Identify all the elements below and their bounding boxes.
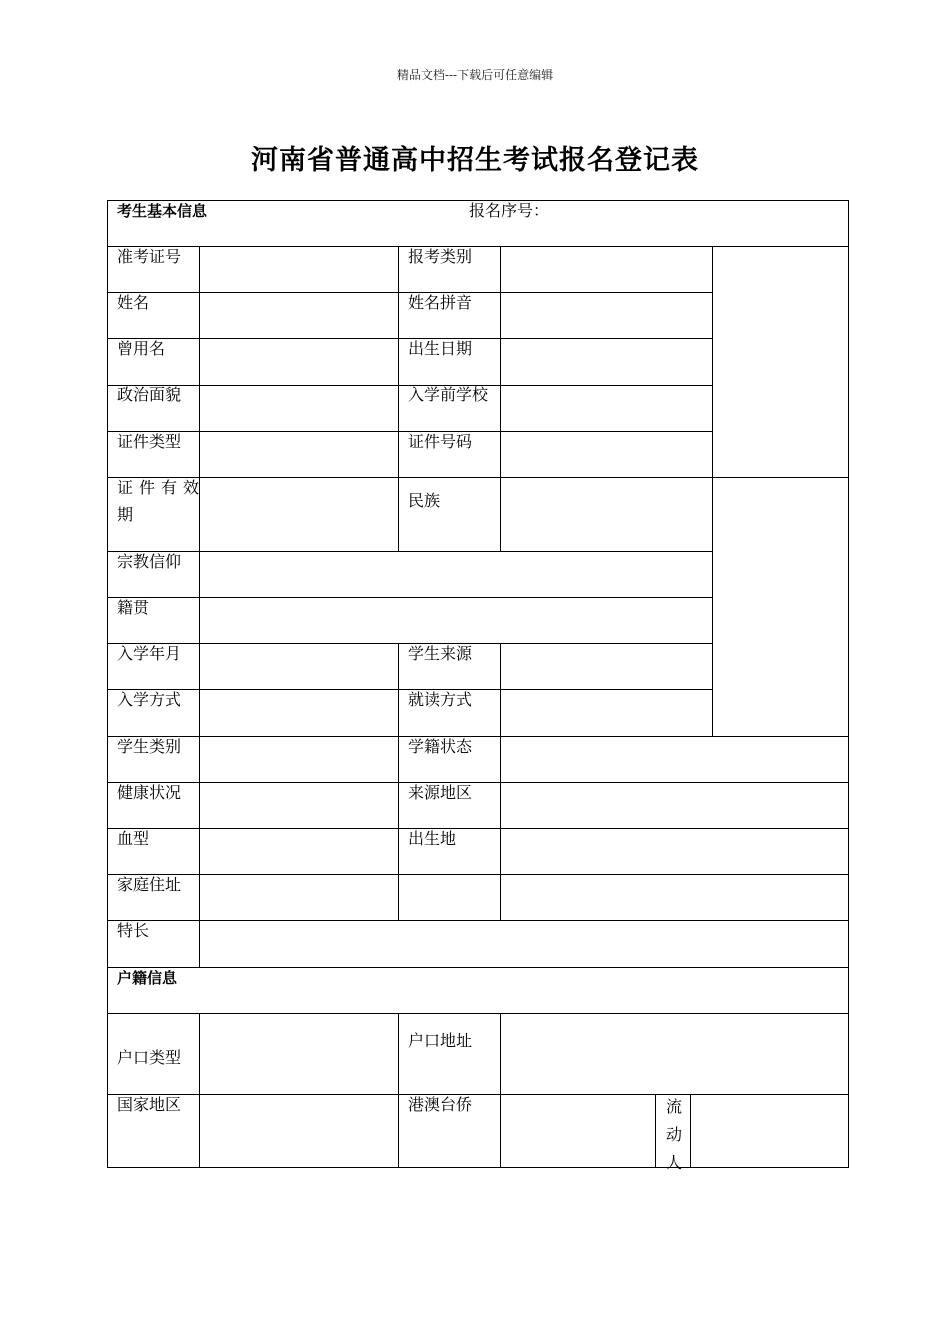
section-household-info: 户籍信息	[117, 969, 178, 987]
label-floating-line1: 流	[665, 1097, 682, 1116]
label-birth-date: 出生日期	[408, 339, 473, 358]
rule	[107, 477, 849, 478]
label-enroll-mode: 入学方式	[117, 690, 182, 709]
rule	[500, 1013, 501, 1168]
rule	[199, 246, 200, 967]
rule	[199, 1013, 200, 1168]
label-floating-line2: 动	[665, 1125, 682, 1144]
label-name-pinyin: 姓名拼音	[408, 293, 473, 312]
rule	[107, 200, 108, 1168]
header-note: 精品文档---下载后可任意编辑	[396, 68, 554, 82]
label-former-name: 曾用名	[117, 339, 166, 358]
label-study-mode: 就读方式	[408, 690, 473, 709]
label-political: 政治面貌	[117, 385, 182, 404]
label-health: 健康状况	[117, 783, 182, 802]
label-ethnicity: 民族	[408, 491, 441, 510]
rule	[500, 246, 501, 551]
rule	[712, 246, 713, 736]
rule	[690, 1094, 691, 1168]
rule	[107, 597, 712, 598]
section-basic-info: 考生基本信息	[117, 202, 208, 220]
rule	[107, 551, 712, 552]
label-specialty: 特长	[117, 921, 150, 940]
label-source-region: 来源地区	[408, 783, 473, 802]
label-native-place: 籍贯	[117, 598, 150, 617]
form-title: 河南省普通高中招生考试报名登记表	[251, 145, 699, 176]
rule	[107, 246, 849, 247]
label-id-valid-line1: 证件有效	[117, 478, 206, 497]
rule	[107, 736, 849, 737]
label-country: 国家地区	[117, 1095, 182, 1114]
label-id-valid-line2: 期	[117, 505, 134, 524]
label-hukou-address: 户口地址	[408, 1031, 473, 1050]
label-blood: 血型	[117, 829, 150, 848]
rule	[398, 643, 399, 921]
label-prev-school: 入学前学校	[408, 385, 489, 404]
rule	[107, 1013, 849, 1014]
rule	[655, 1094, 656, 1168]
rule	[107, 920, 849, 921]
label-enroll-date: 入学年月	[117, 644, 182, 663]
label-student-source: 学生来源	[408, 644, 473, 663]
label-exam-type: 报考类别	[408, 247, 473, 266]
label-name: 姓名	[117, 293, 150, 312]
rule	[398, 1013, 399, 1168]
label-birthplace: 出生地	[408, 829, 457, 848]
label-student-type: 学生类别	[117, 737, 182, 756]
rule	[848, 200, 849, 1168]
rule	[107, 967, 849, 968]
label-exam-no: 准考证号	[117, 247, 182, 266]
serial-number-label: 报名序号：	[469, 201, 550, 220]
label-hk-macau-tw: 港澳台侨	[408, 1095, 473, 1114]
rule	[107, 828, 849, 829]
label-hukou-type: 户口类型	[117, 1048, 182, 1067]
rule	[107, 782, 849, 783]
label-floating-line3: 人	[665, 1153, 682, 1172]
rule	[107, 874, 849, 875]
label-address: 家庭住址	[117, 875, 182, 894]
rule	[398, 246, 399, 551]
label-id-type: 证件类型	[117, 432, 182, 451]
rule	[107, 1167, 849, 1168]
label-religion: 宗教信仰	[117, 552, 182, 571]
label-status: 学籍状态	[408, 737, 473, 756]
rule	[500, 643, 501, 921]
label-id-no: 证件号码	[408, 432, 473, 451]
rule	[107, 1094, 849, 1095]
